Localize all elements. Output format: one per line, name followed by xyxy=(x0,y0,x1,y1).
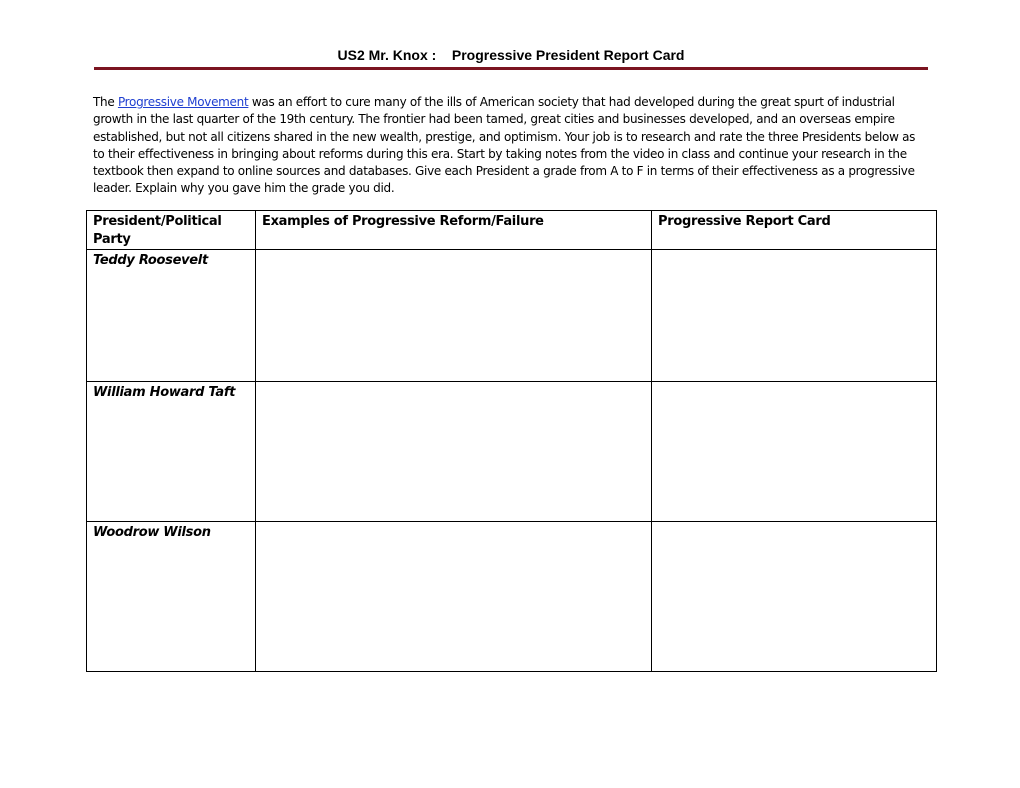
column-header-president: President/Political Party xyxy=(87,211,256,250)
examples-cell[interactable] xyxy=(256,250,652,382)
table-header-row xyxy=(87,211,937,250)
president-name-cell: Teddy Roosevelt xyxy=(87,250,256,382)
president-name-cell: William Howard Taft xyxy=(87,382,256,522)
table-row xyxy=(87,522,937,672)
table-row xyxy=(87,250,937,382)
progressive-movement-link[interactable]: Progressive Movement xyxy=(117,95,249,109)
examples-cell[interactable] xyxy=(256,382,652,522)
report-card-table xyxy=(86,210,937,672)
grade-cell[interactable] xyxy=(652,250,937,382)
intro-lead: The xyxy=(93,95,118,109)
header-divider xyxy=(94,67,928,70)
grade-cell[interactable] xyxy=(652,522,937,672)
grade-cell[interactable] xyxy=(652,382,937,522)
page-title: US2 Mr. Knox : Progressive President Report Card xyxy=(337,47,685,63)
column-header-examples: Examples of Progressive Reform/Failure xyxy=(256,211,652,250)
examples-cell[interactable] xyxy=(256,522,652,672)
president-name-cell: Woodrow Wilson xyxy=(87,522,256,672)
intro-body: was an effort to cure many of the ills of American society that had developed during the great spurt of industrial growth in the last quarter of the 19th century. The frontier had been tamed, great cities and businesses developed, and an overseas empire established, but not all citizens shared in the new wealth, prestige, and optimism. Your job is to research and rate the three Presidents below as to their effectiveness in bringing about reforms during this era. Start by taking notes from the video in class and continue your research in the textbook then expand to online sources and databases. Give each President a grade from A to F in terms of their effectiveness as a progressive leader. Explain why you gave him the grade you did. xyxy=(93,95,916,196)
intro-paragraph xyxy=(93,94,929,198)
table-row xyxy=(87,382,937,522)
column-header-report-card: Progressive Report Card xyxy=(652,211,937,250)
